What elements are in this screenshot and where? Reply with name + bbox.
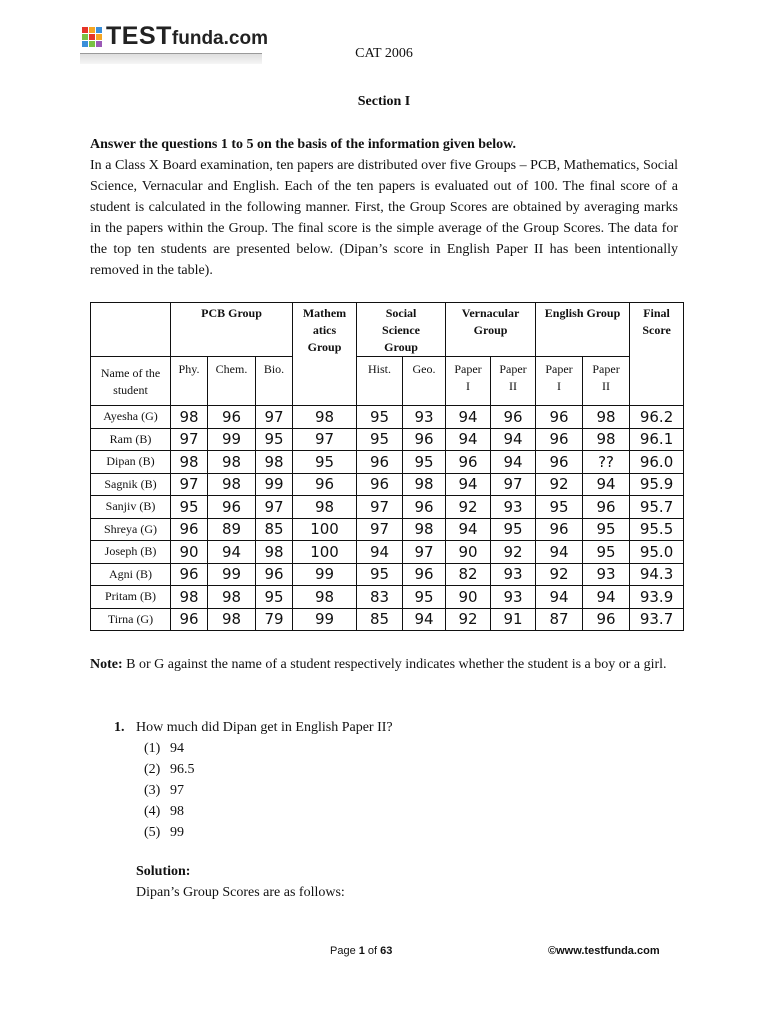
score-cell: 98 xyxy=(293,496,357,519)
score-cell: 96 xyxy=(293,473,357,496)
bio-header: Bio. xyxy=(256,357,293,406)
logo-grid-icon xyxy=(82,27,102,47)
score-cell: 95 xyxy=(256,428,293,451)
score-cell: 98 xyxy=(208,608,256,631)
logo-square xyxy=(96,34,102,40)
score-cell: 96 xyxy=(583,496,630,519)
name-header: Name of the student xyxy=(91,357,171,406)
score-cell: 96 xyxy=(536,451,583,474)
table-row xyxy=(91,451,684,474)
table-row xyxy=(91,406,684,429)
score-cell: 98 xyxy=(171,451,208,474)
score-cell: 97 xyxy=(357,518,403,541)
score-cell: 96 xyxy=(357,451,403,474)
score-cell: 92 xyxy=(536,563,583,586)
score-cell: 96.2 xyxy=(630,406,684,429)
table-row xyxy=(91,428,684,451)
score-cell: 96 xyxy=(357,473,403,496)
page-of: of xyxy=(364,945,381,957)
option-3-text: 97 xyxy=(170,783,184,798)
final-score-header: Final Score xyxy=(630,303,684,406)
pcb-group-header: PCB Group xyxy=(171,303,293,357)
score-cell: 99 xyxy=(208,428,256,451)
score-cell: 96 xyxy=(491,406,536,429)
score-cell: 97 xyxy=(491,473,536,496)
score-cell: 98 xyxy=(293,586,357,609)
score-cell: 96 xyxy=(403,428,446,451)
score-cell: 85 xyxy=(357,608,403,631)
group-header-row xyxy=(91,303,684,357)
score-cell: 99 xyxy=(256,473,293,496)
score-cell: 100 xyxy=(293,518,357,541)
score-cell: 93 xyxy=(403,406,446,429)
score-cell: 94.3 xyxy=(630,563,684,586)
score-cell: 92 xyxy=(446,496,491,519)
table-row xyxy=(91,473,684,496)
option-1 xyxy=(144,738,195,759)
student-name: Joseph (B) xyxy=(91,541,171,564)
score-cell: 96 xyxy=(208,406,256,429)
page-number xyxy=(330,945,392,957)
score-cell: 94 xyxy=(446,473,491,496)
logo-square xyxy=(82,27,88,33)
option-3 xyxy=(144,780,195,801)
intro-paragraph: In a Class X Board examination, ten papers are distributed over five Groups – PCB, Mathematics, Social Science, Vernacular and English. Each of the ten papers is evaluated out of 100. The final score of a student is calculated in the following manner. First, the Group Scores are obtained by averaging marks in the papers within the Group. The final score is the simple average of the Group Scores. The data for the top ten students are presented below. (Dipan’s score in English Paper II has been intentionally removed in the table). xyxy=(90,158,678,278)
student-name: Ram (B) xyxy=(91,428,171,451)
score-cell: 98 xyxy=(171,406,208,429)
score-cell: 97 xyxy=(256,406,293,429)
option-5 xyxy=(144,822,195,843)
score-cell: 93 xyxy=(491,496,536,519)
logo-funda-text: funda.com xyxy=(171,28,268,49)
score-cell: 98 xyxy=(208,473,256,496)
score-cell: 99 xyxy=(293,563,357,586)
score-cell: 94 xyxy=(583,473,630,496)
score-cell: 98 xyxy=(403,473,446,496)
option-5-text: 99 xyxy=(170,825,184,840)
option-3-number: (3) xyxy=(144,783,161,798)
score-cell: 90 xyxy=(171,541,208,564)
score-cell: 94 xyxy=(491,451,536,474)
score-cell: 95 xyxy=(357,563,403,586)
score-cell: 96 xyxy=(208,496,256,519)
score-cell: 96 xyxy=(171,608,208,631)
note xyxy=(90,654,680,675)
option-2-number: (2) xyxy=(144,762,161,777)
score-cell: 94 xyxy=(583,586,630,609)
question-number: 1. xyxy=(114,720,125,735)
intro-block xyxy=(90,134,678,281)
score-cell: 93 xyxy=(491,563,536,586)
score-cell: 95.9 xyxy=(630,473,684,496)
student-name: Agni (B) xyxy=(91,563,171,586)
empty-header-cell xyxy=(91,303,171,357)
student-name: Ayesha (G) xyxy=(91,406,171,429)
sub-header-row xyxy=(91,357,684,406)
logo-square xyxy=(82,34,88,40)
option-4 xyxy=(144,801,195,822)
score-cell: 96.0 xyxy=(630,451,684,474)
score-cell: 99 xyxy=(293,608,357,631)
score-cell: 85 xyxy=(256,518,293,541)
score-cell: 99 xyxy=(208,563,256,586)
english-paper1-header: Paper I xyxy=(536,357,583,406)
footer-website: ©www.testfunda.com xyxy=(548,945,660,957)
score-cell: 96 xyxy=(536,518,583,541)
score-cell: 92 xyxy=(446,608,491,631)
option-1-number: (1) xyxy=(144,741,161,756)
english-group-header: English Group xyxy=(536,303,630,357)
table-row xyxy=(91,518,684,541)
score-cell: 98 xyxy=(403,518,446,541)
score-cell: 96 xyxy=(536,406,583,429)
score-cell: 98 xyxy=(256,451,293,474)
score-cell: 98 xyxy=(583,428,630,451)
score-cell: 92 xyxy=(491,541,536,564)
table-row xyxy=(91,586,684,609)
score-cell: 98 xyxy=(208,451,256,474)
score-rows xyxy=(91,406,684,631)
question-1 xyxy=(114,717,393,738)
score-cell: 90 xyxy=(446,586,491,609)
option-4-number: (4) xyxy=(144,804,161,819)
table-row xyxy=(91,496,684,519)
table-row xyxy=(91,608,684,631)
score-cell: 96 xyxy=(171,518,208,541)
section-title: Section I xyxy=(357,94,411,109)
score-cell: 93 xyxy=(491,586,536,609)
score-cell: 94 xyxy=(208,541,256,564)
table-row xyxy=(91,541,684,564)
option-2-text: 96.5 xyxy=(170,762,195,777)
score-cell: 92 xyxy=(536,473,583,496)
score-cell: 94 xyxy=(446,518,491,541)
score-cell: 79 xyxy=(256,608,293,631)
score-cell: 96 xyxy=(403,496,446,519)
score-cell: 94 xyxy=(403,608,446,631)
score-cell: 87 xyxy=(536,608,583,631)
score-cell: 95.0 xyxy=(630,541,684,564)
score-cell: 95 xyxy=(293,451,357,474)
score-cell: 97 xyxy=(357,496,403,519)
score-cell: 95 xyxy=(491,518,536,541)
logo-square xyxy=(96,27,102,33)
table-row xyxy=(91,563,684,586)
option-1-text: 94 xyxy=(170,741,184,756)
geo-header: Geo. xyxy=(403,357,446,406)
score-cell: 98 xyxy=(208,586,256,609)
score-cell: 96 xyxy=(583,608,630,631)
social-group-header: Social Science Group xyxy=(357,303,446,357)
logo-test-text: TEST xyxy=(106,22,172,50)
hist-header: Hist. xyxy=(357,357,403,406)
score-cell: 96 xyxy=(403,563,446,586)
phy-header: Phy. xyxy=(171,357,208,406)
score-cell: 100 xyxy=(293,541,357,564)
vernacular-paper1-header: Paper I xyxy=(446,357,491,406)
score-cell: 98 xyxy=(583,406,630,429)
score-cell: 96 xyxy=(536,428,583,451)
logo-square xyxy=(89,27,95,33)
score-cell: 93.7 xyxy=(630,608,684,631)
score-cell: 98 xyxy=(256,541,293,564)
exam-title: CAT 2006 xyxy=(355,46,413,61)
page-current: 1 xyxy=(358,945,365,957)
answer-options xyxy=(144,738,195,843)
option-5-number: (5) xyxy=(144,825,161,840)
score-cell: 98 xyxy=(293,406,357,429)
score-cell: 94 xyxy=(446,406,491,429)
logo-square xyxy=(89,34,95,40)
option-4-text: 98 xyxy=(170,804,184,819)
score-cell: 95 xyxy=(536,496,583,519)
score-cell: 95.7 xyxy=(630,496,684,519)
score-cell: 95 xyxy=(583,518,630,541)
score-cell: 95 xyxy=(403,586,446,609)
score-cell: 83 xyxy=(357,586,403,609)
option-2 xyxy=(144,759,195,780)
vernacular-paper2-header: Paper II xyxy=(491,357,536,406)
score-cell: 96.1 xyxy=(630,428,684,451)
score-cell: 90 xyxy=(446,541,491,564)
solution-label: Solution: xyxy=(136,864,191,879)
score-cell: 95 xyxy=(583,541,630,564)
student-name: Dipan (B) xyxy=(91,451,171,474)
score-cell: 96 xyxy=(256,563,293,586)
question-text: How much did Dipan get in English Paper II? xyxy=(136,720,393,735)
chem-header: Chem. xyxy=(208,357,256,406)
student-name: Pritam (B) xyxy=(91,586,171,609)
score-cell: 94 xyxy=(536,541,583,564)
score-cell: 96 xyxy=(446,451,491,474)
score-cell: 82 xyxy=(446,563,491,586)
note-label: Note: xyxy=(90,657,123,672)
score-cell: 91 xyxy=(491,608,536,631)
scores-table xyxy=(90,302,684,631)
score-cell: 97 xyxy=(293,428,357,451)
score-cell: 97 xyxy=(256,496,293,519)
solution-text: Dipan’s Group Scores are as follows: xyxy=(136,885,345,900)
score-cell: 98 xyxy=(171,586,208,609)
score-cell: ?? xyxy=(583,451,630,474)
page-total: 63 xyxy=(380,945,393,957)
student-name: Shreya (G) xyxy=(91,518,171,541)
score-cell: 94 xyxy=(491,428,536,451)
score-cell: 94 xyxy=(536,586,583,609)
score-cell: 93 xyxy=(583,563,630,586)
score-cell: 95 xyxy=(403,451,446,474)
score-cell: 95 xyxy=(171,496,208,519)
score-cell: 94 xyxy=(357,541,403,564)
score-cell: 95 xyxy=(357,406,403,429)
score-cell: 94 xyxy=(446,428,491,451)
intro-heading: Answer the questions 1 to 5 on the basis of the information given below. xyxy=(90,137,516,152)
note-text: B or G against the name of a student respectively indicates whether the student is a boy or a girl. xyxy=(122,657,667,672)
student-name: Sanjiv (B) xyxy=(91,496,171,519)
vernacular-group-header: Vernacular Group xyxy=(446,303,536,357)
student-name: Sagnik (B) xyxy=(91,473,171,496)
score-cell: 96 xyxy=(171,563,208,586)
page-prefix: Page xyxy=(330,945,359,957)
student-name: Tirna (G) xyxy=(91,608,171,631)
score-cell: 95 xyxy=(256,586,293,609)
score-cell: 89 xyxy=(208,518,256,541)
score-cell: 95.5 xyxy=(630,518,684,541)
score-cell: 93.9 xyxy=(630,586,684,609)
score-cell: 97 xyxy=(403,541,446,564)
score-cell: 95 xyxy=(357,428,403,451)
score-cell: 97 xyxy=(171,428,208,451)
english-paper2-header: Paper II xyxy=(583,357,630,406)
score-cell: 97 xyxy=(171,473,208,496)
math-group-header: Mathem atics Group xyxy=(293,303,357,406)
